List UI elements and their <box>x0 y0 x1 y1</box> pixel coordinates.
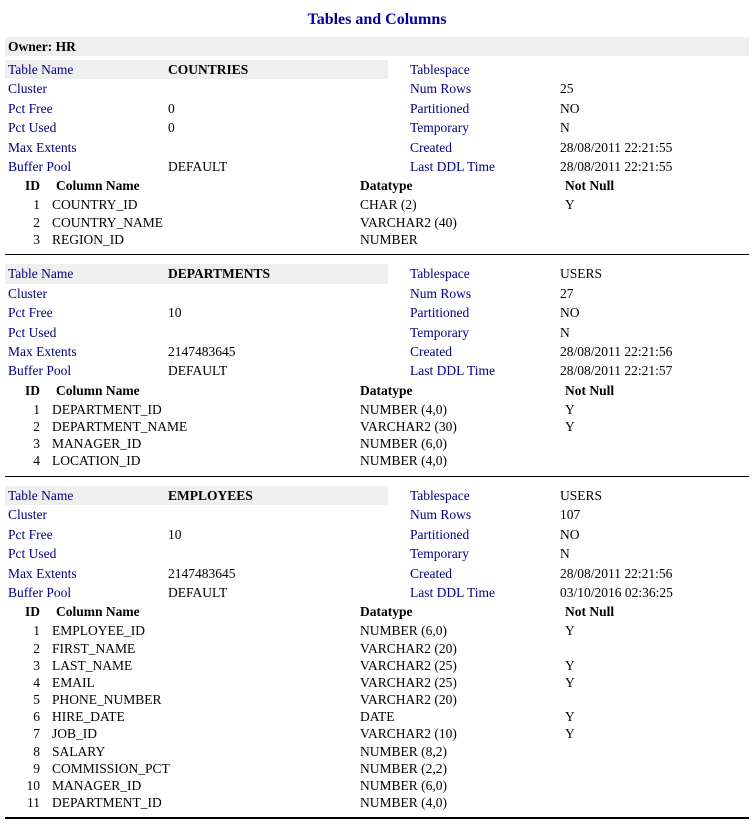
info-row <box>5 583 749 602</box>
info-label: Created <box>410 139 452 155</box>
column-cell: FIRST_NAME <box>52 640 136 656</box>
column-gap <box>388 264 410 283</box>
column-gap <box>388 583 410 602</box>
info-value: NO <box>560 305 580 321</box>
column-cell: Y <box>565 418 575 434</box>
info-value: N <box>560 324 570 340</box>
column-cell: 11 <box>27 795 40 811</box>
column-header: Not Null <box>565 382 615 398</box>
info-label: Pct Free <box>8 305 53 321</box>
column-row <box>5 418 749 435</box>
info-value <box>168 79 388 98</box>
info-label: Pct Used <box>8 546 57 562</box>
column-header: Datatype <box>360 382 413 398</box>
info-value <box>168 284 388 303</box>
info-label: Table Name <box>5 60 168 79</box>
column-cell: 4 <box>33 453 40 469</box>
column-cell: NUMBER <box>360 231 418 247</box>
column-cell: 2 <box>33 640 40 656</box>
column-cell: MANAGER_ID <box>52 436 142 452</box>
column-cell: 7 <box>33 726 40 742</box>
info-row <box>5 525 749 544</box>
column-cell: HIRE_DATE <box>52 709 125 725</box>
info-value: 28/08/2011 22:21:57 <box>560 363 673 379</box>
column-cell: Y <box>565 726 575 742</box>
info-label: Pct Free <box>8 526 53 542</box>
info-label: Temporary <box>410 546 470 562</box>
column-gap <box>388 284 410 303</box>
column-cell: 9 <box>33 760 40 776</box>
column-gap <box>388 99 410 118</box>
info-value <box>168 138 388 157</box>
info-value: N <box>560 546 570 562</box>
info-value: DEFAULT <box>168 158 228 174</box>
column-cell: 1 <box>33 623 40 639</box>
column-cell: DEPARTMENT_ID <box>52 401 162 417</box>
column-header: Column Name <box>56 178 140 194</box>
section-divider <box>5 476 749 478</box>
column-gap <box>388 118 410 137</box>
column-cell: VARCHAR2 (25) <box>360 674 457 690</box>
info-value: 28/08/2011 22:21:55 <box>560 139 673 155</box>
info-row <box>5 323 749 342</box>
info-label: Last DDL Time <box>410 158 496 174</box>
column-gap <box>388 361 410 380</box>
info-label: Tablespace <box>410 266 470 282</box>
column-gap <box>388 544 410 563</box>
column-header: ID <box>24 382 40 398</box>
column-cell: Y <box>565 657 575 673</box>
column-cell: EMAIL <box>52 674 95 690</box>
info-label: Last DDL Time <box>410 584 496 600</box>
column-row <box>5 674 749 691</box>
info-value: 107 <box>560 507 581 523</box>
table-section <box>5 60 749 255</box>
info-label: Created <box>410 565 452 581</box>
column-cell: COUNTRY_NAME <box>52 214 164 230</box>
column-row <box>5 777 749 794</box>
column-cell: REGION_ID <box>52 231 124 247</box>
info-value: 0 <box>168 100 175 116</box>
columns-header-row <box>5 602 749 622</box>
info-row <box>5 138 749 157</box>
info-row <box>5 157 749 176</box>
info-row <box>5 284 749 303</box>
column-header: ID <box>24 178 40 194</box>
column-row <box>5 214 749 231</box>
column-cell: CHAR (2) <box>360 197 417 213</box>
column-cell: 8 <box>33 743 40 759</box>
column-gap <box>388 486 410 505</box>
info-label: Tablespace <box>410 62 470 77</box>
info-label: Buffer Pool <box>8 363 72 379</box>
info-label: Table Name <box>5 264 168 283</box>
info-label: Max Extents <box>8 343 77 359</box>
column-cell: 3 <box>33 231 40 247</box>
column-cell: 10 <box>26 778 40 794</box>
info-value: 28/08/2011 22:21:55 <box>560 158 673 174</box>
column-header: Not Null <box>565 604 615 620</box>
column-cell: EMPLOYEE_ID <box>52 623 145 639</box>
column-cell: DEPARTMENT_NAME <box>52 418 188 434</box>
column-cell: Y <box>565 197 575 213</box>
column-gap <box>388 303 410 322</box>
table-name-value: EMPLOYEES <box>168 486 388 505</box>
column-cell: NUMBER (4,0) <box>360 453 447 469</box>
info-label: Created <box>410 343 452 359</box>
column-gap <box>388 138 410 157</box>
columns-header-row <box>5 176 749 196</box>
table-section <box>5 264 749 477</box>
column-cell: COMMISSION_PCT <box>52 760 170 776</box>
info-label: Cluster <box>8 507 47 523</box>
column-gap <box>388 564 410 583</box>
info-row <box>5 342 749 361</box>
info-label: Buffer Pool <box>8 158 72 174</box>
column-row <box>5 196 749 213</box>
info-value <box>168 505 388 524</box>
info-label: Temporary <box>410 324 470 340</box>
column-cell: NUMBER (4,0) <box>360 401 447 417</box>
column-row <box>5 231 749 248</box>
column-gap <box>388 525 410 544</box>
column-row <box>5 401 749 418</box>
column-cell: MANAGER_ID <box>52 778 142 794</box>
info-label: Pct Free <box>8 100 53 116</box>
info-label: Cluster <box>8 285 47 301</box>
info-label: Partitioned <box>410 526 470 542</box>
info-row <box>5 361 749 380</box>
info-row <box>5 303 749 322</box>
column-row <box>5 640 749 657</box>
info-row <box>5 60 749 79</box>
info-label: Last DDL Time <box>410 363 496 379</box>
info-label: Pct Used <box>8 120 57 136</box>
column-row <box>5 760 749 777</box>
table-section <box>5 486 749 819</box>
column-cell: DATE <box>360 709 395 725</box>
column-cell: JOB_ID <box>52 726 98 742</box>
column-cell: NUMBER (6,0) <box>360 778 447 794</box>
info-value: 2147483645 <box>168 343 236 359</box>
info-value: 25 <box>560 81 574 97</box>
column-row <box>5 435 749 452</box>
info-label: Partitioned <box>410 305 470 321</box>
info-value: NO <box>560 526 580 542</box>
info-value: NO <box>560 100 580 116</box>
column-gap <box>388 157 410 176</box>
column-header: Column Name <box>56 604 140 620</box>
column-cell: 3 <box>33 436 40 452</box>
table-name-value: DEPARTMENTS <box>168 264 388 283</box>
column-header: Column Name <box>56 382 140 398</box>
info-row <box>5 264 749 283</box>
column-row <box>5 743 749 760</box>
column-header: Not Null <box>565 178 615 194</box>
info-value: USERS <box>560 266 603 282</box>
info-label: Num Rows <box>410 507 472 523</box>
column-cell: 1 <box>33 401 40 417</box>
info-value <box>168 544 388 563</box>
info-label: Cluster <box>8 81 47 97</box>
info-value <box>560 60 749 79</box>
info-row <box>5 486 749 505</box>
column-cell: NUMBER (6,0) <box>360 436 447 452</box>
info-value: 28/08/2011 22:21:56 <box>560 565 673 581</box>
column-header: ID <box>24 604 40 620</box>
column-gap <box>388 60 410 79</box>
column-row <box>5 657 749 674</box>
info-label: Partitioned <box>410 100 470 116</box>
column-row <box>5 725 749 742</box>
owner-bar: Owner: HR <box>5 37 749 56</box>
info-label: Max Extents <box>8 139 77 155</box>
column-cell: COUNTRY_ID <box>52 197 138 213</box>
info-label: Buffer Pool <box>8 584 72 600</box>
info-label: Num Rows <box>410 285 472 301</box>
column-row <box>5 622 749 639</box>
column-cell: SALARY <box>52 743 106 759</box>
column-gap <box>388 323 410 342</box>
info-label: Temporary <box>410 120 470 136</box>
column-cell: Y <box>565 623 575 639</box>
info-row <box>5 564 749 583</box>
column-cell: NUMBER (6,0) <box>360 623 447 639</box>
info-label: Pct Used <box>8 324 57 340</box>
column-cell: VARCHAR2 (10) <box>360 726 457 742</box>
info-value: USERS <box>560 488 603 503</box>
column-cell: LOCATION_ID <box>52 453 141 469</box>
column-gap <box>388 79 410 98</box>
column-cell: 2 <box>33 214 40 230</box>
column-gap <box>388 505 410 524</box>
column-cell: VARCHAR2 (25) <box>360 657 457 673</box>
column-row <box>5 452 749 469</box>
report-body <box>5 60 749 819</box>
column-row <box>5 794 749 811</box>
column-cell: Y <box>565 709 575 725</box>
column-cell: 4 <box>33 674 40 690</box>
column-cell: Y <box>565 674 575 690</box>
section-divider <box>5 817 749 819</box>
column-row <box>5 691 749 708</box>
column-header: Datatype <box>360 178 413 194</box>
section-divider <box>5 254 749 256</box>
info-value: 03/10/2016 02:36:25 <box>560 584 673 600</box>
info-value: 27 <box>560 285 574 301</box>
table-name-value: COUNTRIES <box>168 60 388 79</box>
info-value <box>168 323 388 342</box>
info-value: DEFAULT <box>168 363 228 379</box>
column-header: Datatype <box>360 604 413 620</box>
columns-header-row <box>5 381 749 401</box>
column-cell: 2 <box>33 418 40 434</box>
column-cell: VARCHAR2 (20) <box>360 692 457 708</box>
info-value: 10 <box>168 526 182 542</box>
column-cell: 3 <box>33 657 40 673</box>
info-row <box>5 79 749 98</box>
info-value: 28/08/2011 22:21:56 <box>560 343 673 359</box>
column-cell: 1 <box>33 197 40 213</box>
info-label: Num Rows <box>410 81 472 97</box>
column-gap <box>388 342 410 361</box>
info-label: Max Extents <box>8 565 77 581</box>
column-row <box>5 708 749 725</box>
column-cell: 5 <box>33 692 40 708</box>
info-value: 0 <box>168 120 175 136</box>
column-cell: VARCHAR2 (20) <box>360 640 457 656</box>
info-label: Tablespace <box>410 488 470 503</box>
column-cell: NUMBER (2,2) <box>360 760 447 776</box>
column-cell: 6 <box>33 709 40 725</box>
info-value: 2147483645 <box>168 565 236 581</box>
info-label: Table Name <box>5 486 168 505</box>
column-cell: LAST_NAME <box>52 657 133 673</box>
info-row <box>5 544 749 563</box>
page-title: Tables and Columns <box>307 11 447 28</box>
info-value: N <box>560 120 570 136</box>
column-cell: Y <box>565 401 575 417</box>
column-cell: PHONE_NUMBER <box>52 692 162 708</box>
info-value: DEFAULT <box>168 584 228 600</box>
column-cell: DEPARTMENT_ID <box>52 795 162 811</box>
info-row <box>5 118 749 137</box>
column-cell: VARCHAR2 (30) <box>360 418 457 434</box>
column-cell: VARCHAR2 (40) <box>360 214 457 230</box>
info-row <box>5 505 749 524</box>
column-cell: NUMBER (8,2) <box>360 743 447 759</box>
info-value: 10 <box>168 305 182 321</box>
info-row <box>5 99 749 118</box>
column-cell: NUMBER (4,0) <box>360 795 447 811</box>
